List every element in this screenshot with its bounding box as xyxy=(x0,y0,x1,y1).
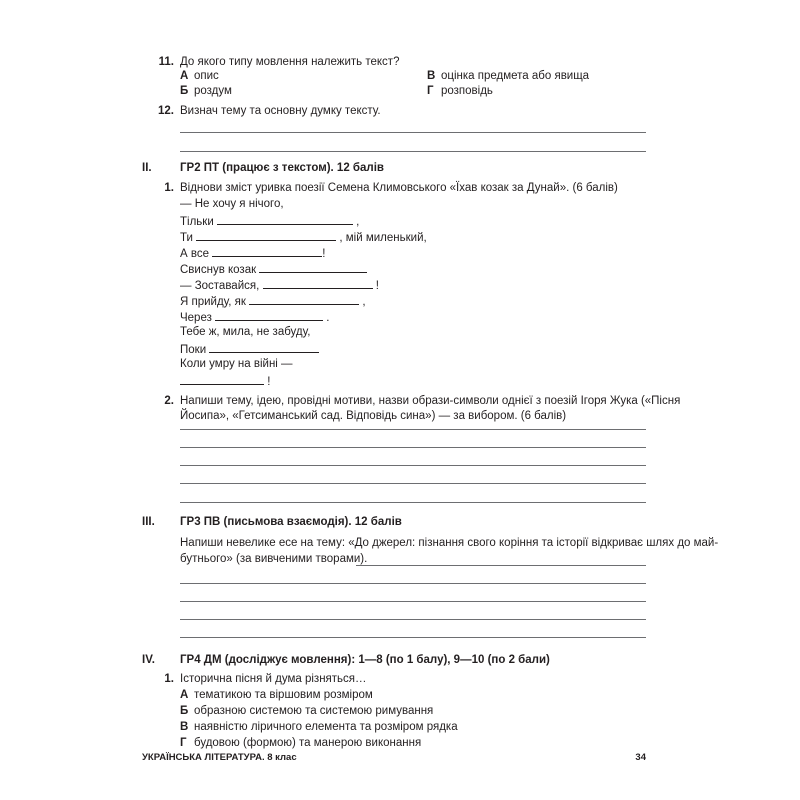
option-text: будовою (формою) та манерою виконання xyxy=(194,737,422,749)
section-number: II. xyxy=(142,162,152,174)
answer-line xyxy=(356,565,646,566)
option-text: розповідь xyxy=(441,85,493,97)
poem-line: Свиснув козак xyxy=(180,261,367,277)
poem-line: ! xyxy=(180,373,270,389)
option-text: оцінка предмета або явища xyxy=(441,70,590,82)
section-title: ГР2 ПТ (працює з текстом). 12 балів xyxy=(180,162,384,174)
task-text: Напиши невелике есе на тему: «До джерел: пізнання свого коріння та історії відкриває шлях до май- xyxy=(180,537,719,549)
task-text: бутнього» (за вивченими творами). xyxy=(180,553,368,565)
question-text: Історична пісня й дума різняться… xyxy=(180,673,367,685)
answer-line xyxy=(180,465,646,466)
option-letter: Б xyxy=(180,85,189,97)
option-text: роздум xyxy=(194,85,232,97)
poem-line: Ти , мій миленький, xyxy=(180,229,427,245)
poem-line: Через . xyxy=(180,309,329,325)
answer-line xyxy=(180,601,646,602)
poem-line: — Не хочу я нічого, xyxy=(180,198,284,210)
poem-line: Тебе ж, мила, не забуду, xyxy=(180,326,311,338)
option-letter: В xyxy=(180,721,189,733)
option-letter: В xyxy=(427,70,436,82)
answer-line xyxy=(180,429,646,430)
poem-line: — Зоставайся, ! xyxy=(180,277,379,293)
answer-line xyxy=(180,583,646,584)
option-letter: Г xyxy=(180,737,187,749)
answer-line xyxy=(180,151,646,152)
poem-line: Поки xyxy=(180,341,319,357)
option-text: образною системою та системою римування xyxy=(194,705,434,717)
question-number: 1. xyxy=(164,182,174,194)
answer-line xyxy=(180,447,646,448)
answer-line xyxy=(180,637,646,638)
option-text: тематикою та віршовим розміром xyxy=(194,689,373,701)
question-text: Визнач тему та основну думку тексту. xyxy=(180,105,381,117)
section-title: ГР4 ДМ (досліджує мовлення): 1—8 (по 1 балу), 9—10 (по 2 бали) xyxy=(180,654,550,666)
question-text: Йосипа», «Гетсиманський сад. Відповідь сина») — за вибором. (6 балів) xyxy=(180,410,567,422)
question-number: 12. xyxy=(158,105,174,117)
option-letter: А xyxy=(180,689,189,701)
footer-title: УКРАЇНСЬКА ЛІТЕРАТУРА. 8 клас xyxy=(142,752,297,763)
poem-line: Коли умру на війні — xyxy=(180,358,293,370)
option-letter: Б xyxy=(180,705,189,717)
option-letter: Г xyxy=(427,85,434,97)
poem-line: Тільки , xyxy=(180,213,359,229)
answer-line xyxy=(180,132,646,133)
question-number: 1. xyxy=(164,673,174,685)
option-letter: А xyxy=(180,70,189,82)
page-number: 34 xyxy=(635,752,646,763)
question-number: 11. xyxy=(158,56,174,68)
question-text: Віднови зміст уривка поезії Семена Климовського «Їхав козак за Дунай». (6 балів) xyxy=(180,182,618,194)
question-text: Напиши тему, ідею, провідні мотиви, назви образи-символи однієї з поезій Ігоря Жука («Пісня xyxy=(180,395,681,407)
poem-line: Я прийду, як , xyxy=(180,293,366,309)
poem-line: А все ! xyxy=(180,245,325,261)
section-number: IV. xyxy=(142,654,156,666)
option-text: наявністю ліричного елемента та розміром рядка xyxy=(194,721,458,733)
question-text: До якого типу мовлення належить текст? xyxy=(180,56,400,68)
answer-line xyxy=(180,502,646,503)
question-number: 2. xyxy=(164,395,174,407)
answer-line xyxy=(180,619,646,620)
section-number: III. xyxy=(142,516,155,528)
option-text: опис xyxy=(194,70,219,82)
section-title: ГР3 ПВ (письмова взаємодія). 12 балів xyxy=(180,516,402,528)
answer-line xyxy=(180,483,646,484)
